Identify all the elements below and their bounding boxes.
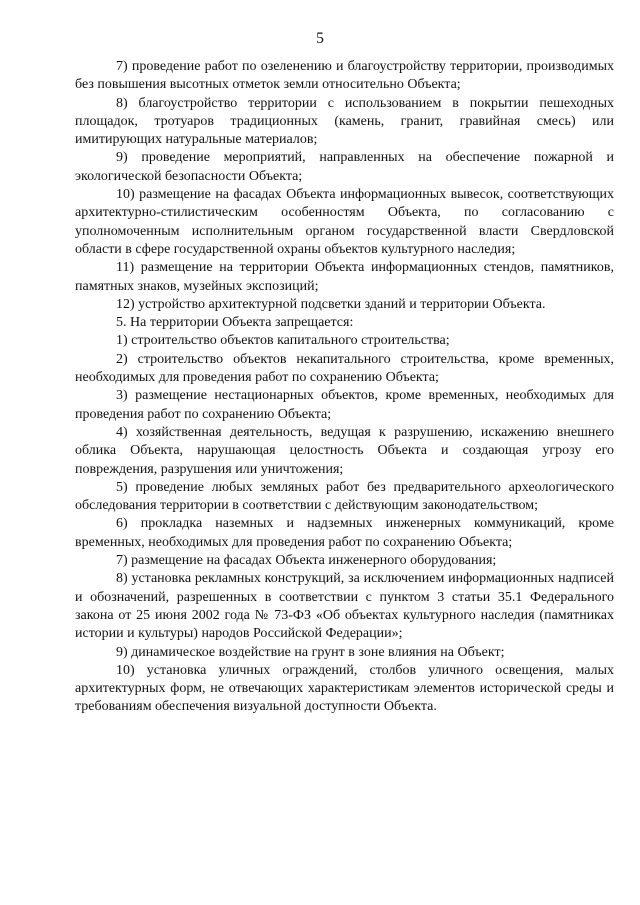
paragraph-permitted-10: 10) размещение на фасадах Объекта информационных вывесок, соответствующих архитектурно-стилистическим особенностям Объекта, по согласованию с уполномоченным исполнительным органом государственной власти Свердловской области в сфере государственной охраны объектов культурного наследия;	[75, 187, 614, 257]
paragraph-prohibited-2: 2) строительство объектов некапитального строительства, кроме временных, необходимых для проведения работ по сохранению Объекта;	[75, 351, 614, 386]
paragraph-prohibited-3: 3) размещение нестационарных объектов, кроме временных, необходимых для проведения работ по сохранению Объекта;	[75, 388, 614, 422]
paragraph-prohibited-5: 5) проведение любых земляных работ без предварительного археологического обследования территории в соответствии с действующим законодательством;	[75, 479, 614, 514]
paragraph-prohibited-1: 1) строительство объектов капитального строительства;	[116, 333, 450, 349]
page-number: 5	[316, 30, 324, 47]
paragraph-permitted-7: 7) проведение работ по озеленению и благоустройству территории, производимых без повышения высотных отметок земли относительно Объекта;	[75, 59, 614, 93]
paragraph-permitted-11: 11) размещение на территории Объекта информационных стендов, памятников, памятных знаков, музейных экспозиций;	[75, 260, 614, 294]
paragraph-prohibited-7: 7) размещение на фасадах Объекта инженерного оборудования;	[116, 553, 497, 569]
paragraph-permitted-9: 9) проведение мероприятий, направленных на обеспечение пожарной и экологической безопасности Объекта;	[75, 150, 614, 184]
paragraph-permitted-12: 12) устройство архитектурной подсветки зданий и территории Объекта.	[116, 296, 546, 312]
paragraph-prohibited-8: 8) установка рекламных конструкций, за исключением информационных надписей и обозначений, разрешенных в соответствии с пунктом 3 статьи 35.1 Федерального закона от 25 июня 2002 года № 73-ФЗ «Об объектах культурного наследия (памятниках истории и культуры) народов Российской Федерации»;	[75, 571, 614, 642]
paragraph-prohibited-9: 9) динамическое воздействие на грунт в зоне влияния на Объект;	[116, 644, 505, 660]
section-heading-prohibited: 5. На территории Объекта запрещается:	[116, 315, 354, 331]
paragraph-prohibited-10: 10) установка уличных ограждений, столбов уличного освещения, малых архитектурных форм, не отвечающих характеристикам элементов исторической среды и требованиям обеспечения визуальной доступности Объекта.	[75, 662, 614, 715]
paragraph-prohibited-4: 4) хозяйственная деятельность, ведущая к разрушению, искажению внешнего облика Объекта, нарушающая целостность Объекта и создающая угрозу его повреждения, разрушения или уничтожения;	[75, 424, 614, 477]
document-body	[75, 58, 614, 717]
paragraph-permitted-8: 8) благоустройство территории с использованием в покрытии пешеходных площадок, тротуаров традиционных (камень, гранит, гравийная смесь) или имитирующих натуральные материалов;	[75, 95, 614, 148]
paragraph-prohibited-6: 6) прокладка наземных и надземных инженерных коммуникаций, кроме временных, необходимых для проведения работ по сохранению Объекта;	[75, 516, 614, 550]
